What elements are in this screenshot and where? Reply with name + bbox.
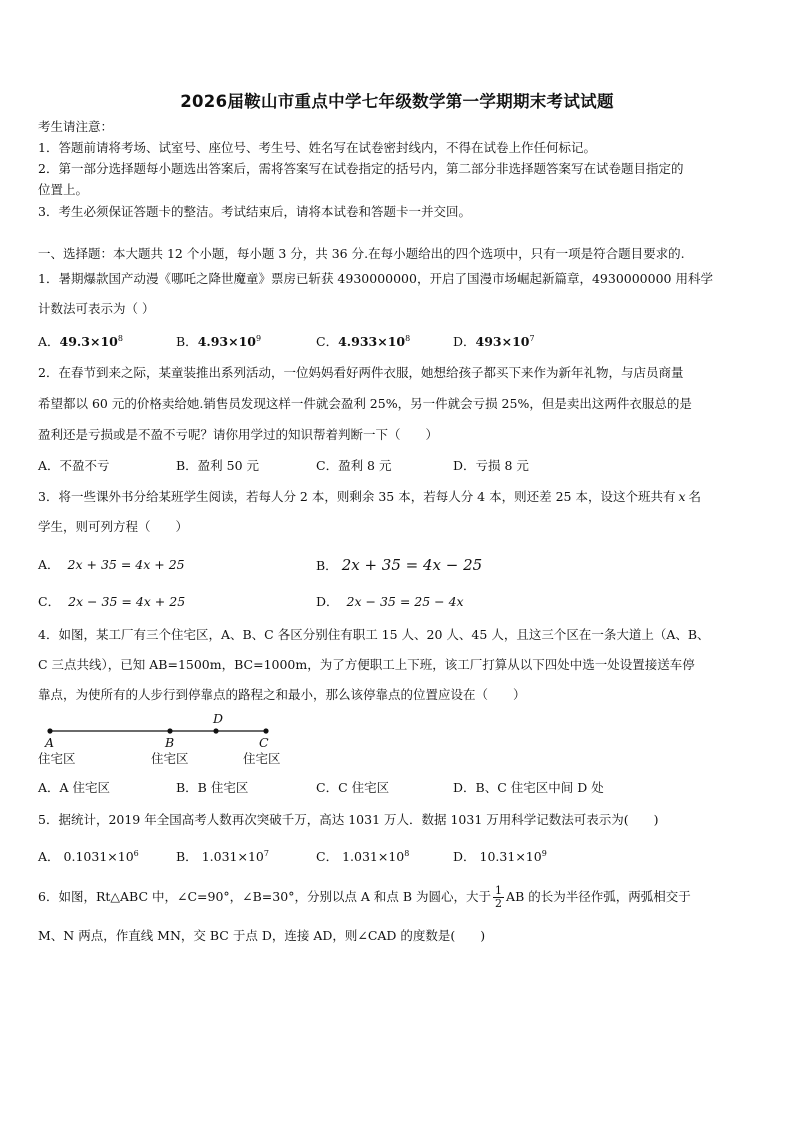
area-label-c: 住宅区 [243,751,281,766]
notice-item-2-cont: 位置上。 [38,182,89,197]
q3-option-d: D． 2x − 35 = 25 − 4x [316,594,464,609]
notice-item-1: 1．答题前请将考场、试室号、座位号、考生号、姓名写在试卷密封线内，不得在试卷上作任何标记。 [38,140,596,155]
q4-line-diagram [36,710,296,770]
q4-option-a: A．A 住宅区 [38,780,111,795]
q4-option-d: D．B、C 住宅区中间 D 处 [453,780,604,795]
q4-option-b: B．B 住宅区 [176,780,249,795]
q5-option-a: A． $0.1031\times 10^6$ [38,849,139,864]
label-a: A [45,735,55,750]
notice-heading: 考生请注意： [38,119,114,134]
q4-line-2: C 三点共线），已知 AB=1500m，BC=1000m，为了方便职工上下班，该工厂打算从以下四处中选一处设置接送车停 [38,657,695,672]
q1-option-a: A．$49.3\times 10^8$ [38,334,123,349]
label-b: B [165,735,175,750]
q3-line-2: 学生，则可列方程（ ） [38,519,189,534]
q2-option-a: A．不盈不亏 [38,458,110,473]
q1-line-2: 计数法可表示为（ ） [38,301,155,316]
q1-option-d: D．$493\times 10^7$ [453,334,535,349]
q4-line-3: 靠点，为使所有的人步行到停靠点的路程之和最小，那么该停靠点的位置应设在（ ） [38,687,526,702]
q6-line-2: M、N 两点，作直线 MN，交 BC 于点 D，连接 AD，则∠CAD 的度数是( ) [38,928,486,943]
q4-line-1: 4．如图，某工厂有三个住宅区，A、B、C 各区分别住有职工 15 人、20 人、45 人，且这三个区在一条大道上（A、B、 [38,627,710,642]
q3-option-c: C． 2x − 35 = 4x + 25 [38,594,186,609]
area-label-b: 住宅区 [151,751,189,766]
q1-line-1: 1．暑期爆款国产动漫《哪吒之降世魔童》票房已斩获 4930000000，开启了国漫市场崛起新篇章，4930000000 用科学 [38,271,713,286]
point-a-dot [47,728,52,733]
notice-item-2: 2．第一部分选择题每小题选出答案后，需将答案写在试卷指定的括号内，第二部分非选择题答案写在试卷题目指定的 [38,161,684,176]
q3-option-b: B． 2x + 35 = 4x − 25 [316,556,483,574]
label-d: D [213,711,224,726]
q3-option-a: A． 2x + 35 = 4x + 25 [38,557,185,572]
page-title: 2026届鞍山市重点中学七年级数学第一学期期末考试试题 [180,92,614,111]
q2-line-3: 盈利还是亏损或是不盈不亏呢？请你用学过的知识帮着判断一下（ ） [38,427,439,442]
q2-option-d: D．亏损 8 元 [453,458,529,473]
fraction-one-half: $\frac{1}{2}$ [495,884,503,910]
q5-option-c: C． $1.031\times 10^8$ [316,849,410,864]
section-heading: 一、选择题：本大题共 12 个小题，每小题 3 分，共 36 分.在每小题给出的四个选项中，只有一项是符合题目要求的. [38,246,685,261]
q2-option-c: C．盈利 8 元 [316,458,392,473]
q5-option-d: D． $10.31\times 10^9$ [453,849,547,864]
q2-line-2: 希望都以 60 元的价格卖给她.销售员发现这样一件就会盈利 25%，另一件就会亏损 25%，但是卖出这两件衣服总的是 [38,396,692,411]
q4-option-c: C．C 住宅区 [316,780,390,795]
q1-option-c: C．$4.933\times 10^8$ [316,334,411,349]
q1-option-b: B．$4.93\times 10^9$ [176,334,262,349]
q5-option-b: B． $1.031\times 10^7$ [176,849,269,864]
q5-line-1: 5．据统计，2019 年全国高考人数再次突破千万，高达 1031 万人．数据 1031 万用科学记数法可表示为( ) [38,812,659,827]
point-c-dot [263,728,268,733]
q6-line-1: 6．如图，Rt△ABC 中，∠C=90°，∠B=30°，分别以点 A 和点 B 为圆心，大于 $\frac{1}{2}$ AB 的长为半径作弧，两弧相交于 [38,884,691,910]
q2-option-b: B．盈利 50 元 [176,458,260,473]
label-c: C [259,735,269,750]
notice-item-3: 3．考生必须保证答题卡的整洁。考试结束后，请将本试卷和答题卡一并交回。 [38,204,471,219]
q3-line-1: 3．将一些课外书分给某班学生阅读，若每人分 2 本，则剩余 35 本，若每人分 4 本，则还差 25 本，设这个班共有 x 名 [38,489,702,504]
q2-line-1: 2．在春节到来之际，某童装推出系列活动，一位妈妈看好两件衣服，她想给孩子都买下来作为新年礼物，与店员商量 [38,365,684,380]
point-b-dot [167,728,172,733]
point-d-dot [213,728,218,733]
area-label-a: 住宅区 [38,751,76,766]
